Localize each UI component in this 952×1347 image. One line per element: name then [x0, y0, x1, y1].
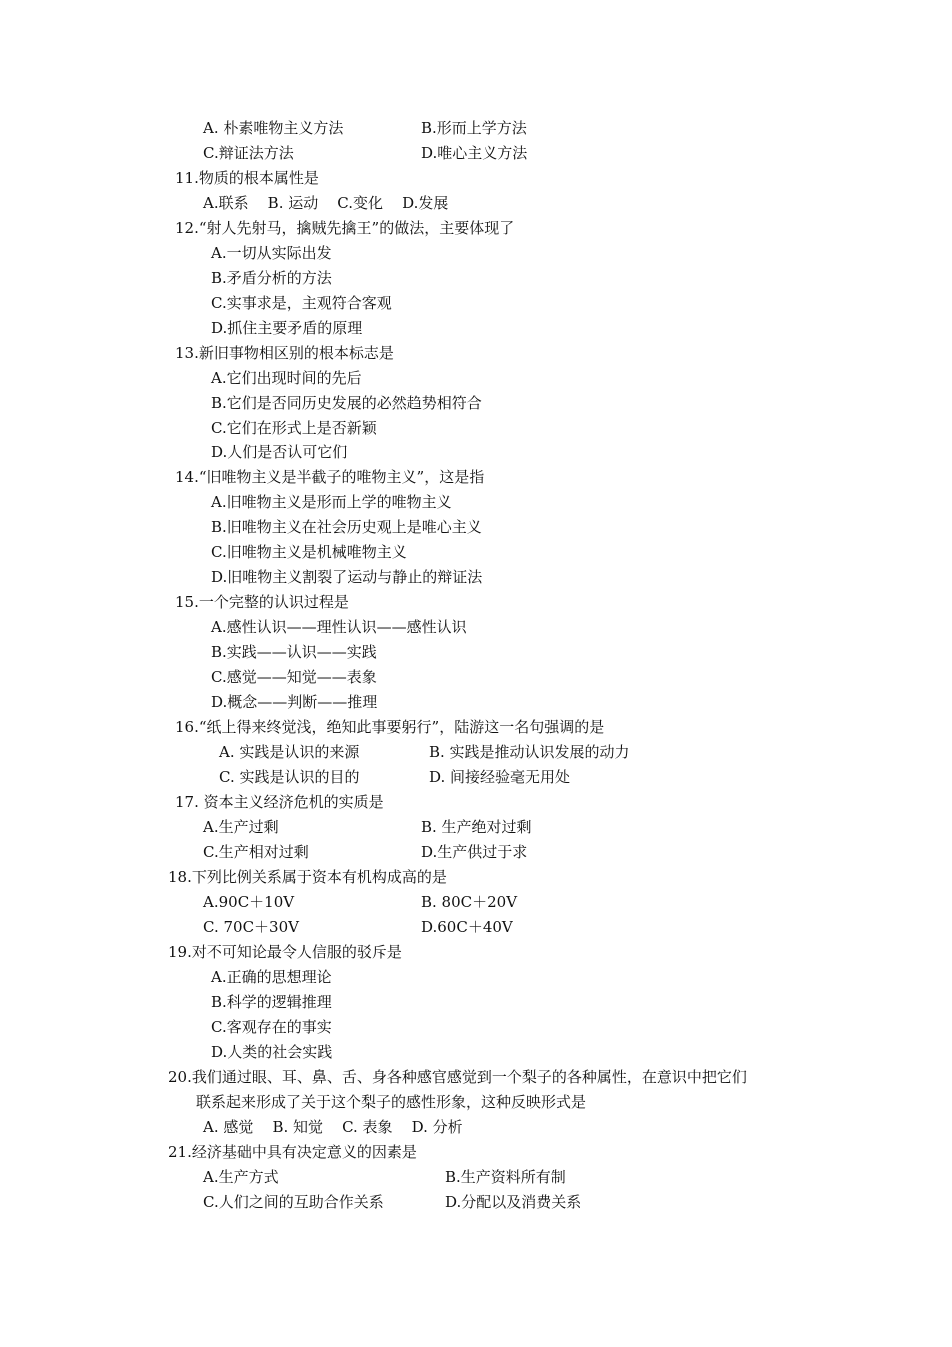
- q14-option-a: A.旧唯物主义是形而上学的唯物主义: [211, 493, 452, 511]
- q21-option-d: D.分配以及消费关系: [445, 1193, 582, 1211]
- q19-option-d: D.人类的社会实践: [211, 1043, 333, 1061]
- q18-option-c: C. 70C＋30V: [203, 918, 299, 936]
- q14-stem: 14.“旧唯物主义是半截子的唯物主义”，这是指: [175, 468, 485, 486]
- q21-option-b: B.生产资料所有制: [445, 1168, 566, 1186]
- q16-option-c: C. 实践是认识的目的: [219, 768, 360, 786]
- q15-option-d: D.概念——判断——推理: [211, 693, 378, 711]
- q18-option-b: B. 80C＋20V: [421, 893, 518, 911]
- q16-option-a: A. 实践是认识的来源: [219, 743, 360, 761]
- q18-option-d: D.60C＋40V: [421, 918, 513, 936]
- q20-stem-line1: 20.我们通过眼、耳、鼻、舌、身各种感官感觉到一个梨子的各种属性，在意识中把它们: [168, 1068, 747, 1086]
- q19-option-a: A.正确的思想理论: [211, 968, 332, 986]
- q14-option-b: B.旧唯物主义在社会历史观上是唯心主义: [211, 518, 482, 536]
- q16-option-b: B. 实践是推动认识发展的动力: [429, 743, 630, 761]
- q10-option-a: A. 朴素唯物主义方法: [203, 119, 344, 137]
- q12-option-a: A.一切从实际出发: [211, 244, 332, 262]
- q20-options: A. 感觉 B. 知觉 C. 表象 D. 分析: [203, 1118, 463, 1136]
- q13-stem: 13.新旧事物相区别的根本标志是: [175, 344, 394, 362]
- q17-option-a: A.生产过剩: [203, 818, 279, 836]
- q15-option-a: A.感性认识——理性认识——感性认识: [211, 618, 467, 636]
- q12-option-d: D.抓住主要矛盾的原理: [211, 319, 363, 337]
- q17-option-c: C.生产相对过剩: [203, 843, 309, 861]
- q10-option-c: C.辩证法方法: [203, 144, 294, 162]
- q21-option-c: C.人们之间的互助合作关系: [203, 1193, 384, 1211]
- q14-option-d: D.旧唯物主义割裂了运动与静止的辩证法: [211, 568, 483, 586]
- q16-stem: 16.“纸上得来终觉浅，绝知此事要躬行”，陆游这一名句强调的是: [175, 718, 605, 736]
- q16-option-d: D. 间接经验毫无用处: [429, 768, 571, 786]
- q21-stem: 21.经济基础中具有决定意义的因素是: [168, 1143, 417, 1161]
- q12-option-b: B.矛盾分析的方法: [211, 269, 332, 287]
- q20-stem-line2: 联系起来形成了关于这个梨子的感性形象，这种反映形式是: [196, 1093, 587, 1111]
- q12-stem: 12.“射人先射马，擒贼先擒王”的做法，主要体现了: [175, 219, 515, 237]
- q21-option-a: A.生产方式: [203, 1168, 279, 1186]
- q19-stem: 19.对不可知论最令人信服的驳斥是: [168, 943, 402, 961]
- q13-option-a: A.它们出现时间的先后: [211, 369, 362, 387]
- q13-option-c: C.它们在形式上是否新颖: [211, 419, 377, 437]
- q15-stem: 15.一个完整的认识过程是: [175, 593, 349, 611]
- q18-stem: 18.下列比例关系属于资本有机构成高的是: [168, 868, 447, 886]
- q18-option-a: A.90C＋10V: [203, 893, 295, 911]
- q17-option-b: B. 生产绝对过剩: [421, 818, 532, 836]
- q10-option-b: B.形而上学方法: [421, 119, 527, 137]
- q11-options: A.联系 B. 运动 C.变化 D.发展: [203, 194, 449, 212]
- q17-option-d: D.生产供过于求: [421, 843, 528, 861]
- q12-option-c: C.实事求是，主观符合客观: [211, 294, 392, 312]
- q14-option-c: C.旧唯物主义是机械唯物主义: [211, 543, 407, 561]
- q13-option-d: D.人们是否认可它们: [211, 443, 348, 461]
- q11-stem: 11.物质的根本属性是: [175, 169, 319, 187]
- q10-option-d: D.唯心主义方法: [421, 144, 528, 162]
- q19-option-b: B.科学的逻辑推理: [211, 993, 332, 1011]
- q15-option-b: B.实践——认识——实践: [211, 643, 377, 661]
- q19-option-c: C.客观存在的事实: [211, 1018, 332, 1036]
- q17-stem: 17. 资本主义经济危机的实质是: [175, 793, 384, 811]
- q13-option-b: B.它们是否同历史发展的必然趋势相符合: [211, 394, 482, 412]
- q15-option-c: C.感觉——知觉——表象: [211, 668, 377, 686]
